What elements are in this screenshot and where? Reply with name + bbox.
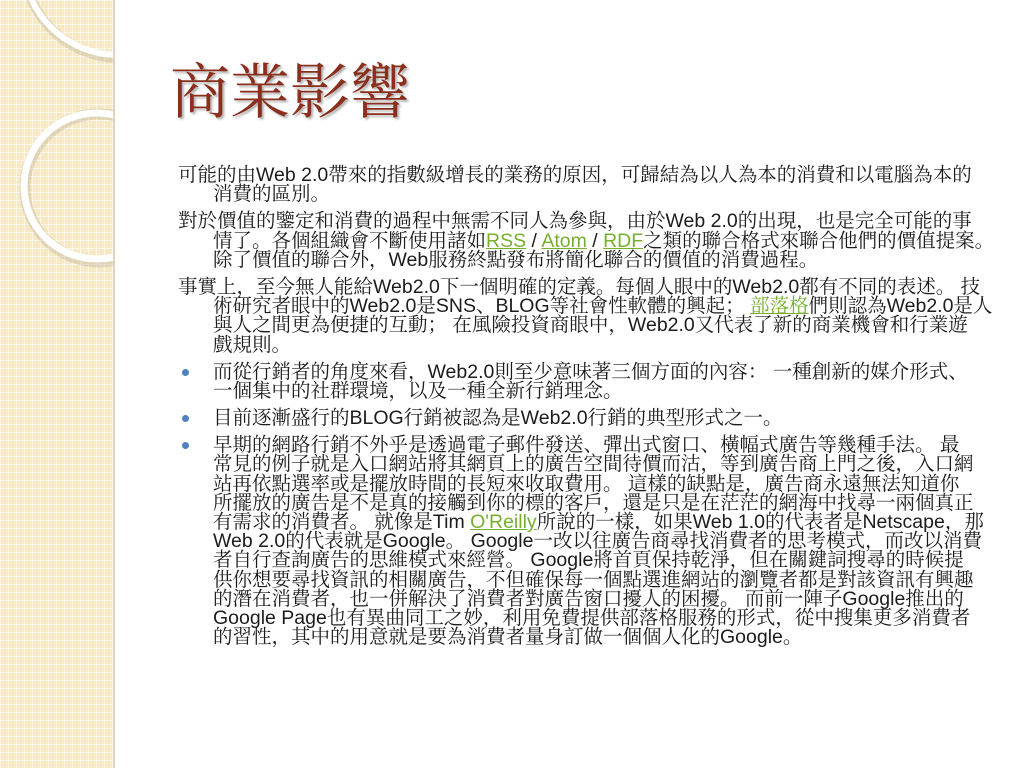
bullet-icon <box>182 369 189 376</box>
text-run: 站再依點選率或是擺放時間的長短來收取費用。 這樣的缺點是，廣告商永遠無法知道你 <box>213 472 960 495</box>
text-line <box>178 379 1008 402</box>
text-run: 有需求的消費者。 就像是Tim <box>213 511 471 533</box>
text-run: 對於價值的鑒定和消費的過程中無需不同人為參與，由於Web 2.0的出現，也是完全可能的事 <box>178 210 972 233</box>
text-run: 們則認為Web2.0是人 <box>808 295 993 318</box>
paragraph <box>178 212 1008 270</box>
text-run: 常見的例子就是入口網站將其網頁上的廣告空間待價而沽，等到廣告商上門之後，入口網 <box>213 453 974 476</box>
bullet-item <box>178 436 1008 647</box>
text-run: 可能的由Web 2.0帶來的指數級增長的業務的原因，可歸結為以人為本的消費和以電腦為本的 <box>178 164 972 186</box>
paragraph <box>178 166 1008 204</box>
decorative-band <box>0 0 115 768</box>
slide-body <box>178 166 1008 647</box>
text-line <box>178 409 1008 428</box>
text-run: 情了。各個組織會不斷使用諸如 <box>213 229 487 252</box>
paragraph <box>178 275 1008 356</box>
text-run: 所擺放的廣告是不是真的接觸到你的標的客戶，還是只是在茫茫的網海中找尋一兩個真正 <box>213 491 974 514</box>
decorative-circles <box>0 0 113 768</box>
bullet-item <box>178 409 1008 428</box>
text-run: / <box>526 229 542 252</box>
text-run: 供你想要尋找資訊的相關廣告，不但確保每一個點選進網站的瀏覽者都是對該資訊有興趣 <box>213 568 974 591</box>
text-run: 早期的網路行銷不外乎是透過電子郵件發送、彈出式窗口、橫幅式廣告等幾種手法。 最 <box>213 434 960 457</box>
text-run: 所說的一樣，如果Web 1.0的代表者是Netscape，那 <box>536 511 984 533</box>
bullet-icon <box>182 415 189 422</box>
text-run: 一個集中的社群環境，以及一種全新行銷理念。 <box>213 379 623 402</box>
text-run: 消費的區別。 <box>213 183 331 206</box>
text-run: 事實上，至今無人能給Web2.0下一個明確的定義。每個人眼中的Web2.0都有不同的表述。 技 <box>178 275 981 298</box>
text-run: Google Page也有異曲同工之妙，利用免費提供部落格服務的形式，從中搜集更多消費者 <box>213 606 971 629</box>
decorative-ring-shadow <box>25 114 113 262</box>
text-run: 者自行查詢廣告的思維模式來經營。 Google將首頁保持乾淨，但在關鍵詞搜尋的時候提 <box>213 549 964 572</box>
text-run: / <box>586 229 604 252</box>
hyperlink[interactable]: RSS <box>486 229 527 252</box>
hyperlink[interactable]: 部落格 <box>750 295 809 318</box>
text-run: 的潛在消費者，也一併解決了消費者對廣告窗口擾人的困擾。 而前一陣子Google推出的 <box>213 587 964 610</box>
text-run: 的習性，其中的用意就是要為消費者量身訂做一個個人化的Google。 <box>213 626 803 649</box>
text-line <box>178 185 1008 204</box>
text-line <box>178 628 1008 647</box>
text-run: 術研究者眼中的Web2.0是SNS、BLOG等社會性軟體的興起； <box>213 295 751 318</box>
text-line <box>178 333 1008 356</box>
slide-title: 商業影響 <box>170 58 410 128</box>
hyperlink[interactable]: RDF <box>603 229 644 252</box>
text-run: 之類的聯合格式來聯合他們的價值提案。 <box>643 229 995 252</box>
text-line <box>178 316 1008 335</box>
hyperlink[interactable]: O'Reilly <box>470 511 537 533</box>
hyperlink[interactable]: Atom <box>541 229 587 252</box>
text-run: 而從行銷者的角度來看，Web2.0則至少意味著三個方面的內容： 一種創新的媒介形式、 <box>213 360 968 383</box>
text-run: 除了價值的聯合外，Web服務終點發布將簡化聯合的價值的消費過程。 <box>213 248 819 271</box>
text-run: 戲規則。 <box>213 333 292 356</box>
text-line <box>178 248 1008 271</box>
text-run: 目前逐漸盛行的BLOG行銷被認為是Web2.0行銷的典型形式之一。 <box>213 407 783 430</box>
text-run: Web 2.0的代表就是Google。 Google一改以往廣告商尋找消費者的思考模式，而改以消費 <box>213 530 982 553</box>
bullet-item <box>178 360 1008 402</box>
text-run: 與人之間更為便捷的互動； 在風險投資商眼中，Web2.0又代表了新的商業機會和行業遊 <box>213 314 968 337</box>
